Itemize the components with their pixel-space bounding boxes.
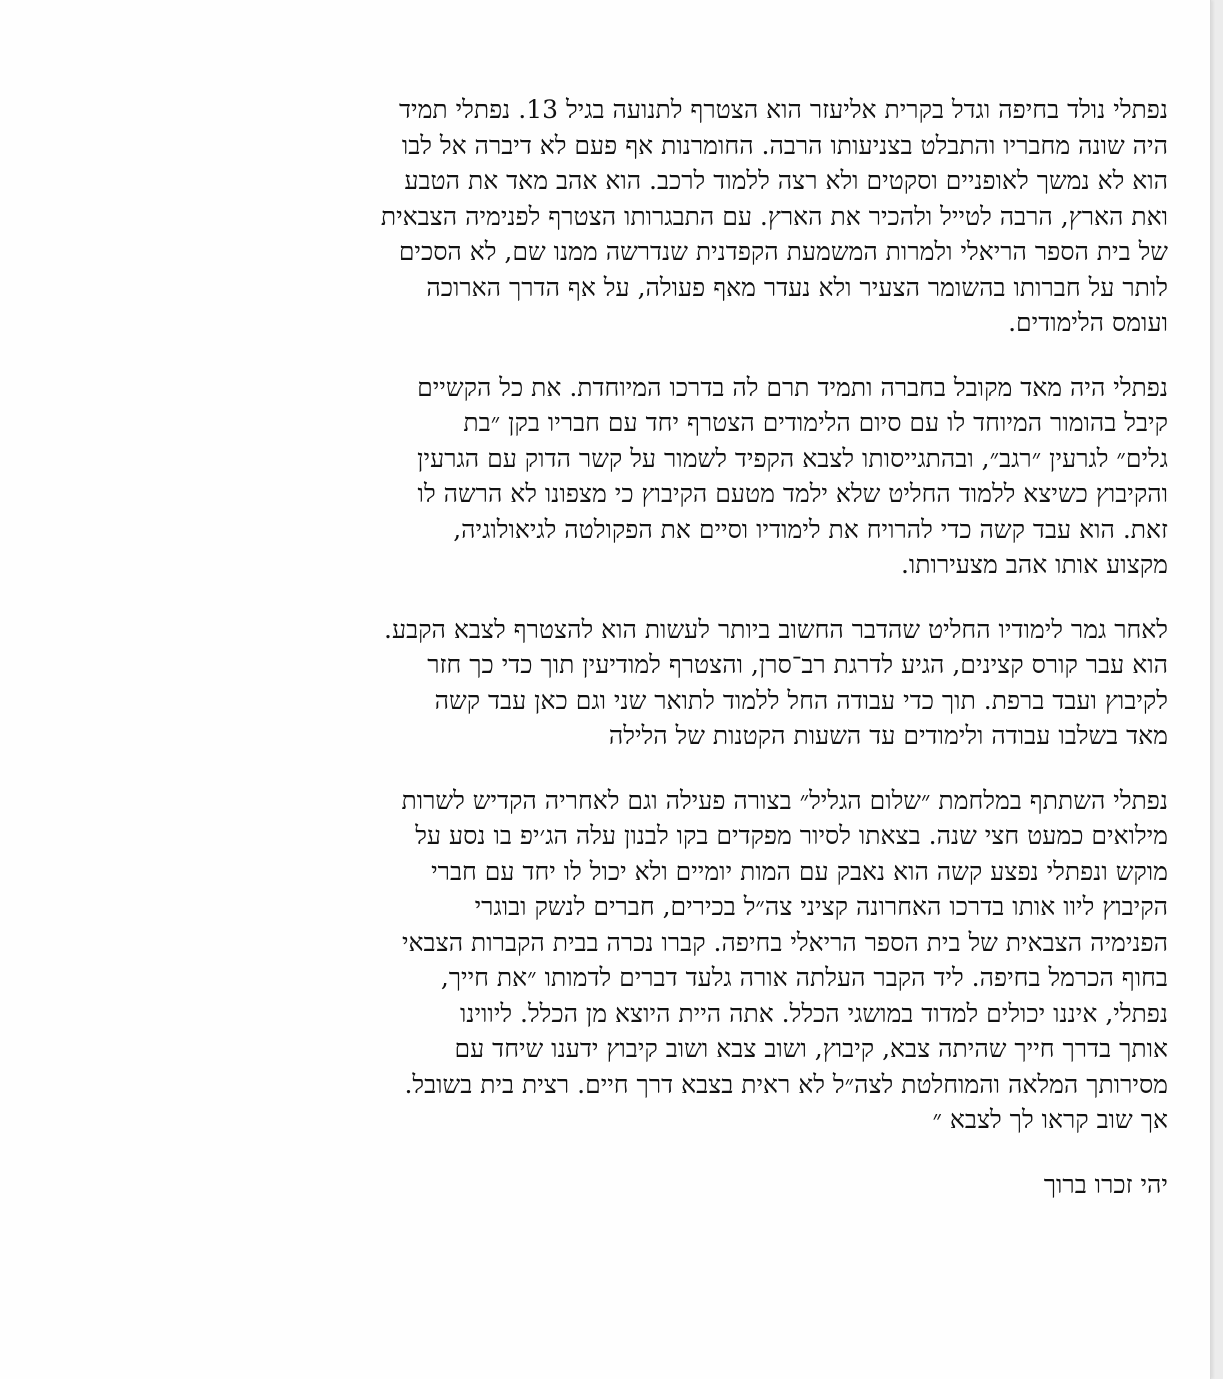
text-line: מסירותך המלאה והמוחלטת לצה״ל לא ראית בצבא דרך חיים. רצית בית בשובל. [404,1069,1168,1099]
text-line: לותר על חברותו בהשומר הצעיר ולא נעדר מאף פעולה, על אף הדרך הארוכה [426,272,1168,302]
text-line: הפנימיה הצבאית של בית הספר הריאלי בחיפה. קברו נכרה בבית הקברות הצבאי [401,927,1168,957]
text-line: בחוף הכרמל בחיפה. ליד הקבר העלתה אורה גלעד דברים לדמותו ״את חייך, [440,963,1168,992]
text-line: לאחר גמר לימודיו החליט שהדבר החשוב ביותר לעשות הוא להצטרף לצבא הקבע. [384,614,1168,644]
text-line: ואת הארץ, הרבה לטייל ולהכיר את הארץ. עם התבגרותו הצטרף לפנימיה הצבאית [380,201,1168,231]
text-line: נפתלי היה מאד מקובל בחברה ותמיד תרם לה בדרכו המיוחדת. את כל הקשיים [417,372,1168,402]
text-line: גלים״ לגרעין ״רגב״, ובהתגייסותו לצבא הקפיד לשמור על קשר הדוק עם הגרעין [417,443,1168,473]
paragraph-childhood [18,92,1168,341]
text-line: מאד בשלבו עבודה ולימודים עד השעות הקטנות של הלילה [608,721,1168,750]
text-line: קיבל בהומור המיוחד לו עם סיום הלימודים הצטרף יחד עם חבריו בקן ״בת [463,408,1168,437]
text-line: מקצוע אותו אהב מצעירותו. [900,550,1168,579]
text-line: והקיבוץ כשיצא ללמוד החליט שלא ילמד מטעם הקיבוץ כי מצפונו לא הרשה לו [417,479,1168,508]
text-line: הקיבוץ ליוו אותו בדרכו האחרונה קציני צה״ל בכירים, חברים לנשק ובוגרי [474,892,1168,921]
text-line: זאת. הוא עבד קשה כדי להרויח את לימודיו וסיים את הפקולטה לגיאולוגיה, [453,514,1168,544]
text-line: הוא לא נמשך לאופניים וסקטים ולא רצה ללמוד לרכב. הוא אהב מאד את הטבע [404,166,1168,195]
text-line: לקיבוץ ועבד ברפת. תוך כדי עבודה החל ללמוד לתואר שני וגם כאן עבד קשה [434,685,1168,715]
memorial-text [18,92,1168,1202]
text-line: הוא עבר קורס קצינים, הגיע לדרגת רב־סרן, והצטרף למודיעין תוך כדי כך חזר [427,650,1168,679]
text-line: נפתלי, איננו יכולים למדוד במושגי הכלל. אתה היית היוצא מן הכלל. ליווינו [459,998,1168,1028]
paragraph-war [18,783,1168,1138]
text-line: אך שוב קראו לך לצבא ״ [932,1105,1168,1134]
text-line: מילואים כמעט חצי שנה. בצאתו לסיור מפקדים בקו לבנון עלה הג׳יפ בו נסע על [415,821,1168,850]
text-line: נפתלי השתתף במלחמת ״שלום הגליל״ בצורה פעילה וגם לאחריה הקדיש לשרות [401,785,1168,815]
text-line: נפתלי נולד בחיפה וגדל בקרית אליעזר הוא הצטרף לתנועה בגיל 13. נפתלי תמיד [398,95,1168,124]
text-line: של בית הספר הריאלי ולמרות המשמעת הקפדנית שנדרשה ממנו שם, לא הסכים [398,237,1168,266]
text-line: מוקש ונפתלי נפצע קשה הוא נאבק עם המות יומיים ולא יכול לו יחד עם חברי [431,856,1168,886]
signature-line: יהי זכרו ברוך [1043,1169,1168,1199]
text-line: היה שונה מחבריו והתבלט בצניעותו הרבה. החומרנות אף פעם לא דיברה אל לבו [401,130,1168,160]
paragraph-youth [18,370,1168,583]
text-line: ועומס הלימודים. [1008,308,1168,337]
text-line: אותך בדרך חייך שהיתה צבא, קיבוץ, ושוב צבא ושוב קיבוץ ידענו שיחד עם [454,1034,1168,1063]
paragraph-career [18,612,1168,754]
